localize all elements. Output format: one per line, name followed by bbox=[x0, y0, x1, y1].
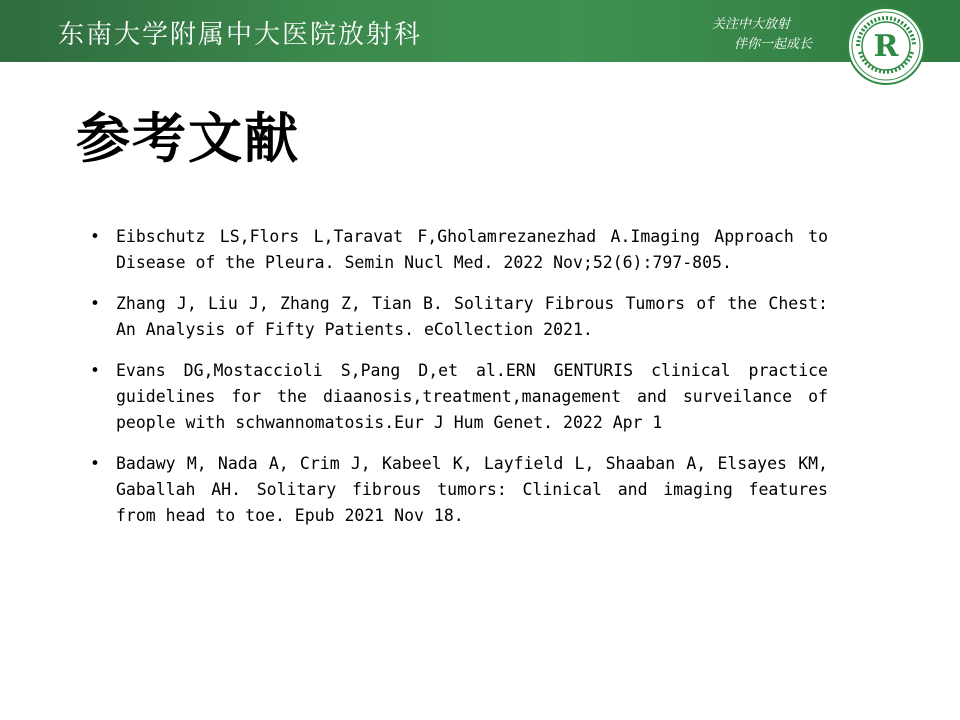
department-title: 东南大学附属中大医院放射科 bbox=[58, 20, 423, 50]
reference-item bbox=[88, 224, 828, 276]
logo-letter: R bbox=[873, 29, 899, 64]
reference-item bbox=[88, 291, 828, 343]
bullet: • bbox=[90, 294, 100, 313]
bullet: • bbox=[90, 361, 100, 380]
reference-text: Badawy M, Nada A, Crim J, Kabeel K, Layfield L, Shaaban A, Elsayes KM, Gaballah AH. Solitary fibrous tumors: Clinical and imaging features from head to toe. Epub 2021 Nov 18. bbox=[116, 454, 828, 525]
slogan-line-2: 伴你一起成长 bbox=[734, 37, 813, 52]
hospital-logo bbox=[846, 6, 926, 86]
header-banner bbox=[0, 0, 960, 62]
reference-list bbox=[88, 224, 828, 544]
page-title: 参考文献 bbox=[76, 107, 300, 170]
reference-item bbox=[88, 451, 828, 529]
reference-text: Evans DG,Mostaccioli S,Pang D,et al.ERN GENTURIS clinical practice guidelines for the diaanosis,treatment,management and surveilance of people with schwannomatosis.Eur J Hum Genet. 2022 Apr 1 bbox=[116, 361, 828, 432]
reference-text: Eibschutz LS,Flors L,Taravat F,Gholamrezanezhad A.Imaging Approach to Disease of the Pleura. Semin Nucl Med. 2022 Nov;52(6):797-805. bbox=[116, 227, 828, 272]
reference-item bbox=[88, 358, 828, 436]
bullet: • bbox=[90, 227, 100, 246]
slogan-line-1: 关注中大放射 bbox=[712, 17, 791, 32]
slogan bbox=[712, 15, 822, 55]
reference-text: Zhang J, Liu J, Zhang Z, Tian B. Solitary Fibrous Tumors of the Chest: An Analysis of Fifty Patients. eCollection 2021. bbox=[116, 294, 828, 339]
bullet: • bbox=[90, 454, 100, 473]
